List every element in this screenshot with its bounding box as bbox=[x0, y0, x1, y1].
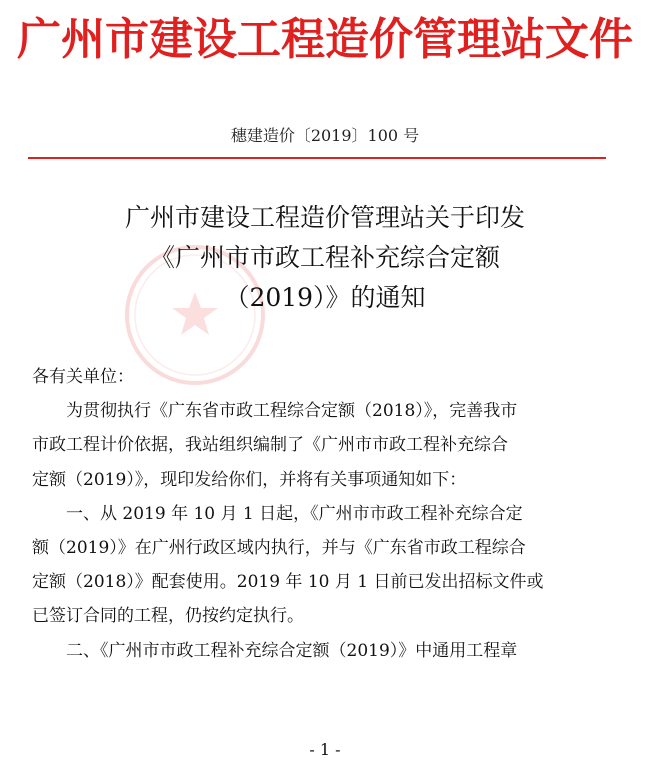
salutation: 各有关单位： bbox=[32, 367, 134, 387]
body-line: 一、从 2019 年 10 月 1 日起，《广州市市政工程补充综合定 bbox=[66, 503, 523, 524]
body-line: 定额（2019）》，现印发给你们，并将有关事项通知如下： bbox=[32, 469, 467, 490]
body-line: 定额（2018）》配套使用。2019 年 10 月 1 日前已发出招标文件或 bbox=[32, 572, 544, 593]
red-divider-rule bbox=[28, 157, 606, 159]
body-line: 市政工程计价依据，我站组织编制了《广州市市政工程补充综合 bbox=[32, 435, 508, 456]
body-line: 二、《广州市市政工程补充综合定额（2019）》中通用工程章 bbox=[66, 640, 518, 661]
page-number: - 1 - bbox=[309, 740, 341, 759]
body-line: 额（2019）》在广州行政区域内执行，并与《广东省市政工程综合 bbox=[32, 537, 526, 558]
body-line: 已签订合同的工程，仍按约定执行。 bbox=[32, 606, 304, 627]
notice-title bbox=[0, 198, 650, 318]
document-number: 穗建造价〔2019〕100 号 bbox=[230, 126, 420, 145]
title-line: （2019）》的通知 bbox=[224, 283, 426, 312]
body-line: 为贯彻执行《广东省市政工程综合定额（2018）》，完善我市 bbox=[66, 401, 518, 422]
title-line: 广州市建设工程造价管理站关于印发 bbox=[124, 203, 525, 232]
masthead-title: 广州市建设工程造价管理站文件 bbox=[17, 14, 633, 65]
title-line: 《广州市市政工程补充综合定额 bbox=[149, 243, 500, 272]
notice-body bbox=[32, 360, 622, 668]
